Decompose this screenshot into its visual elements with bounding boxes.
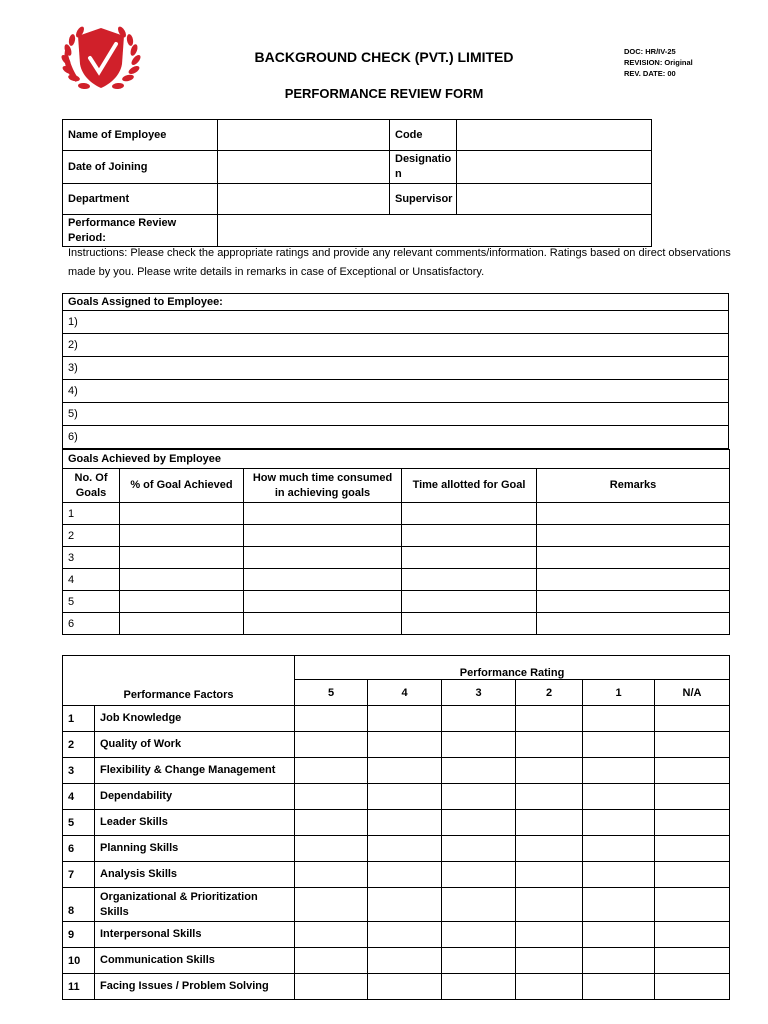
factor-number: 5 [63, 810, 95, 836]
factor-number: 7 [63, 862, 95, 888]
rating-cell[interactable] [655, 888, 730, 922]
rating-cell[interactable] [442, 974, 516, 1000]
performance-rating-header: Performance Rating [295, 656, 730, 680]
form-title: PERFORMANCE REVIEW FORM [284, 86, 484, 101]
rating-cell[interactable] [516, 948, 583, 974]
employee-name-field[interactable] [218, 120, 390, 151]
rating-cell[interactable] [368, 974, 442, 1000]
rating-cell[interactable] [655, 706, 730, 732]
factor-row [63, 706, 730, 732]
rating-cell[interactable] [368, 862, 442, 888]
goals-achieved-table [62, 449, 730, 635]
doc-number: DOC: HR/IV-25 [624, 47, 676, 56]
rating-cell[interactable] [516, 784, 583, 810]
rating-cell[interactable] [295, 888, 368, 922]
factor-name: Planning Skills [95, 836, 295, 862]
review-period-label: Performance Review Period: [63, 215, 218, 247]
rating-cell[interactable] [295, 974, 368, 1000]
rating-cell[interactable] [583, 732, 655, 758]
rating-cell[interactable] [295, 758, 368, 784]
rating-cell[interactable] [583, 922, 655, 948]
rating-cell[interactable] [295, 862, 368, 888]
col-percent-achieved: % of Goal Achieved [120, 469, 244, 503]
rating-cell[interactable] [655, 862, 730, 888]
factor-row [63, 758, 730, 784]
col-time-allotted: Time allotted for Goal [402, 469, 537, 503]
employee-info-table [62, 119, 652, 247]
factor-name: Job Knowledge [95, 706, 295, 732]
rating-cell[interactable] [516, 810, 583, 836]
goal-row[interactable]: 4) [63, 380, 729, 403]
goal-row[interactable]: 2) [63, 334, 729, 357]
department-label: Department [63, 184, 218, 215]
rating-cell[interactable] [368, 784, 442, 810]
goal-row[interactable]: 6) [63, 426, 729, 449]
rating-cell[interactable] [516, 922, 583, 948]
rating-na-header: N/A [655, 680, 730, 706]
supervisor-label: Supervisor [390, 184, 457, 215]
rating-cell[interactable] [516, 836, 583, 862]
revision: REVISION: Original [624, 58, 693, 67]
rating-cell[interactable] [583, 706, 655, 732]
rating-cell[interactable] [655, 836, 730, 862]
rating-cell[interactable] [655, 784, 730, 810]
performance-factors-table [62, 655, 730, 1000]
factor-row [63, 922, 730, 948]
rating-cell[interactable] [368, 888, 442, 922]
factor-name: Dependability [95, 784, 295, 810]
goals-assigned-table [62, 293, 729, 449]
rating-3-header: 3 [442, 680, 516, 706]
rating-cell[interactable] [295, 948, 368, 974]
col-remarks: Remarks [537, 469, 730, 503]
goal-row[interactable]: 5) [63, 403, 729, 426]
designation-label: Designatio n [390, 151, 457, 184]
col-time-consumed: How much time consumed in achieving goals [244, 469, 402, 503]
rating-cell[interactable] [295, 732, 368, 758]
code-field[interactable] [457, 120, 652, 151]
rating-cell[interactable] [295, 836, 368, 862]
rating-cell[interactable] [442, 784, 516, 810]
rating-cell[interactable] [368, 836, 442, 862]
factor-row [63, 732, 730, 758]
rating-cell[interactable] [368, 922, 442, 948]
code-label: Code [390, 120, 457, 151]
factor-name: Flexibility & Change Management [95, 758, 295, 784]
rating-cell[interactable] [655, 758, 730, 784]
rating-cell[interactable] [442, 810, 516, 836]
factor-name: Interpersonal Skills [95, 922, 295, 948]
factor-number: 8 [63, 888, 95, 922]
factor-row [63, 862, 730, 888]
rating-cell[interactable] [442, 922, 516, 948]
rating-cell[interactable] [583, 974, 655, 1000]
factor-row [63, 888, 730, 922]
table-row: 4 [63, 569, 730, 591]
rating-cell[interactable] [655, 922, 730, 948]
factor-row [63, 810, 730, 836]
review-period-field[interactable] [218, 215, 652, 247]
rev-date: REV. DATE: 00 [624, 69, 676, 78]
factor-name: Analysis Skills [95, 862, 295, 888]
employee-name-label: Name of Employee [63, 120, 218, 151]
rating-5-header: 5 [295, 680, 368, 706]
factor-number: 9 [63, 922, 95, 948]
factor-name: Leader Skills [95, 810, 295, 836]
rating-cell[interactable] [583, 862, 655, 888]
designation-field[interactable] [457, 151, 652, 184]
rating-cell[interactable] [442, 862, 516, 888]
col-goal-number: No. Of Goals [63, 469, 120, 503]
rating-4-header: 4 [368, 680, 442, 706]
rating-cell[interactable] [442, 706, 516, 732]
factor-name: Quality of Work [95, 732, 295, 758]
rating-cell[interactable] [516, 888, 583, 922]
rating-cell[interactable] [442, 888, 516, 922]
rating-cell[interactable] [295, 810, 368, 836]
factor-name: Communication Skills [95, 948, 295, 974]
factor-number: 3 [63, 758, 95, 784]
factor-row [63, 974, 730, 1000]
rating-cell[interactable] [368, 732, 442, 758]
rating-cell[interactable] [442, 732, 516, 758]
factor-number: 10 [63, 948, 95, 974]
document-meta [624, 46, 693, 79]
table-row: 2 [63, 525, 730, 547]
rating-cell[interactable] [295, 922, 368, 948]
factor-number: 1 [63, 706, 95, 732]
rating-cell[interactable] [368, 758, 442, 784]
joining-date-field[interactable] [218, 151, 390, 184]
factor-number: 4 [63, 784, 95, 810]
department-field[interactable] [218, 184, 390, 215]
rating-cell[interactable] [655, 948, 730, 974]
table-row: 1 [63, 503, 730, 525]
factor-number: 6 [63, 836, 95, 862]
rating-cell[interactable] [583, 888, 655, 922]
rating-cell[interactable] [442, 758, 516, 784]
supervisor-field[interactable] [457, 184, 652, 215]
rating-cell[interactable] [442, 948, 516, 974]
table-row: 3 [63, 547, 730, 569]
factor-number: 2 [63, 732, 95, 758]
rating-cell[interactable] [368, 706, 442, 732]
rating-cell[interactable] [295, 706, 368, 732]
rating-cell[interactable] [583, 836, 655, 862]
factor-name: Organizational & Prioritization Skills [95, 888, 295, 922]
rating-cell[interactable] [583, 784, 655, 810]
rating-cell[interactable] [368, 948, 442, 974]
factor-number: 11 [63, 974, 95, 1000]
table-row: 5 [63, 591, 730, 613]
goal-row[interactable]: 3) [63, 357, 729, 380]
rating-cell[interactable] [442, 836, 516, 862]
rating-2-header: 2 [516, 680, 583, 706]
rating-cell[interactable] [583, 948, 655, 974]
rating-cell[interactable] [516, 706, 583, 732]
company-name: BACKGROUND CHECK (PVT.) LIMITED [254, 49, 514, 65]
rating-cell[interactable] [516, 732, 583, 758]
rating-cell[interactable] [516, 974, 583, 1000]
rating-cell[interactable] [655, 974, 730, 1000]
rating-cell[interactable] [516, 862, 583, 888]
table-row: 6 [63, 613, 730, 635]
rating-cell[interactable] [583, 810, 655, 836]
goals-achieved-heading: Goals Achieved by Employee [63, 450, 730, 469]
rating-1-header: 1 [583, 680, 655, 706]
joining-date-label: Date of Joining [63, 151, 218, 184]
goals-assigned-heading: Goals Assigned to Employee: [63, 294, 729, 311]
goal-row[interactable]: 1) [63, 311, 729, 334]
rating-cell[interactable] [295, 784, 368, 810]
instructions-text: Instructions: Please check the appropriate ratings and provide any relevant comments/information. Ratings based on direct observations made by you. Please write details in remarks in case of Exceptional or Unsatisfactory. [68, 247, 731, 278]
rating-cell[interactable] [583, 758, 655, 784]
rating-cell[interactable] [368, 810, 442, 836]
rating-cell[interactable] [516, 758, 583, 784]
factor-row [63, 836, 730, 862]
factor-row [63, 784, 730, 810]
factor-name: Facing Issues / Problem Solving [95, 974, 295, 1000]
rating-cell[interactable] [655, 810, 730, 836]
factor-row [63, 948, 730, 974]
performance-factors-header: Performance Factors [63, 656, 295, 706]
rating-cell[interactable] [655, 732, 730, 758]
